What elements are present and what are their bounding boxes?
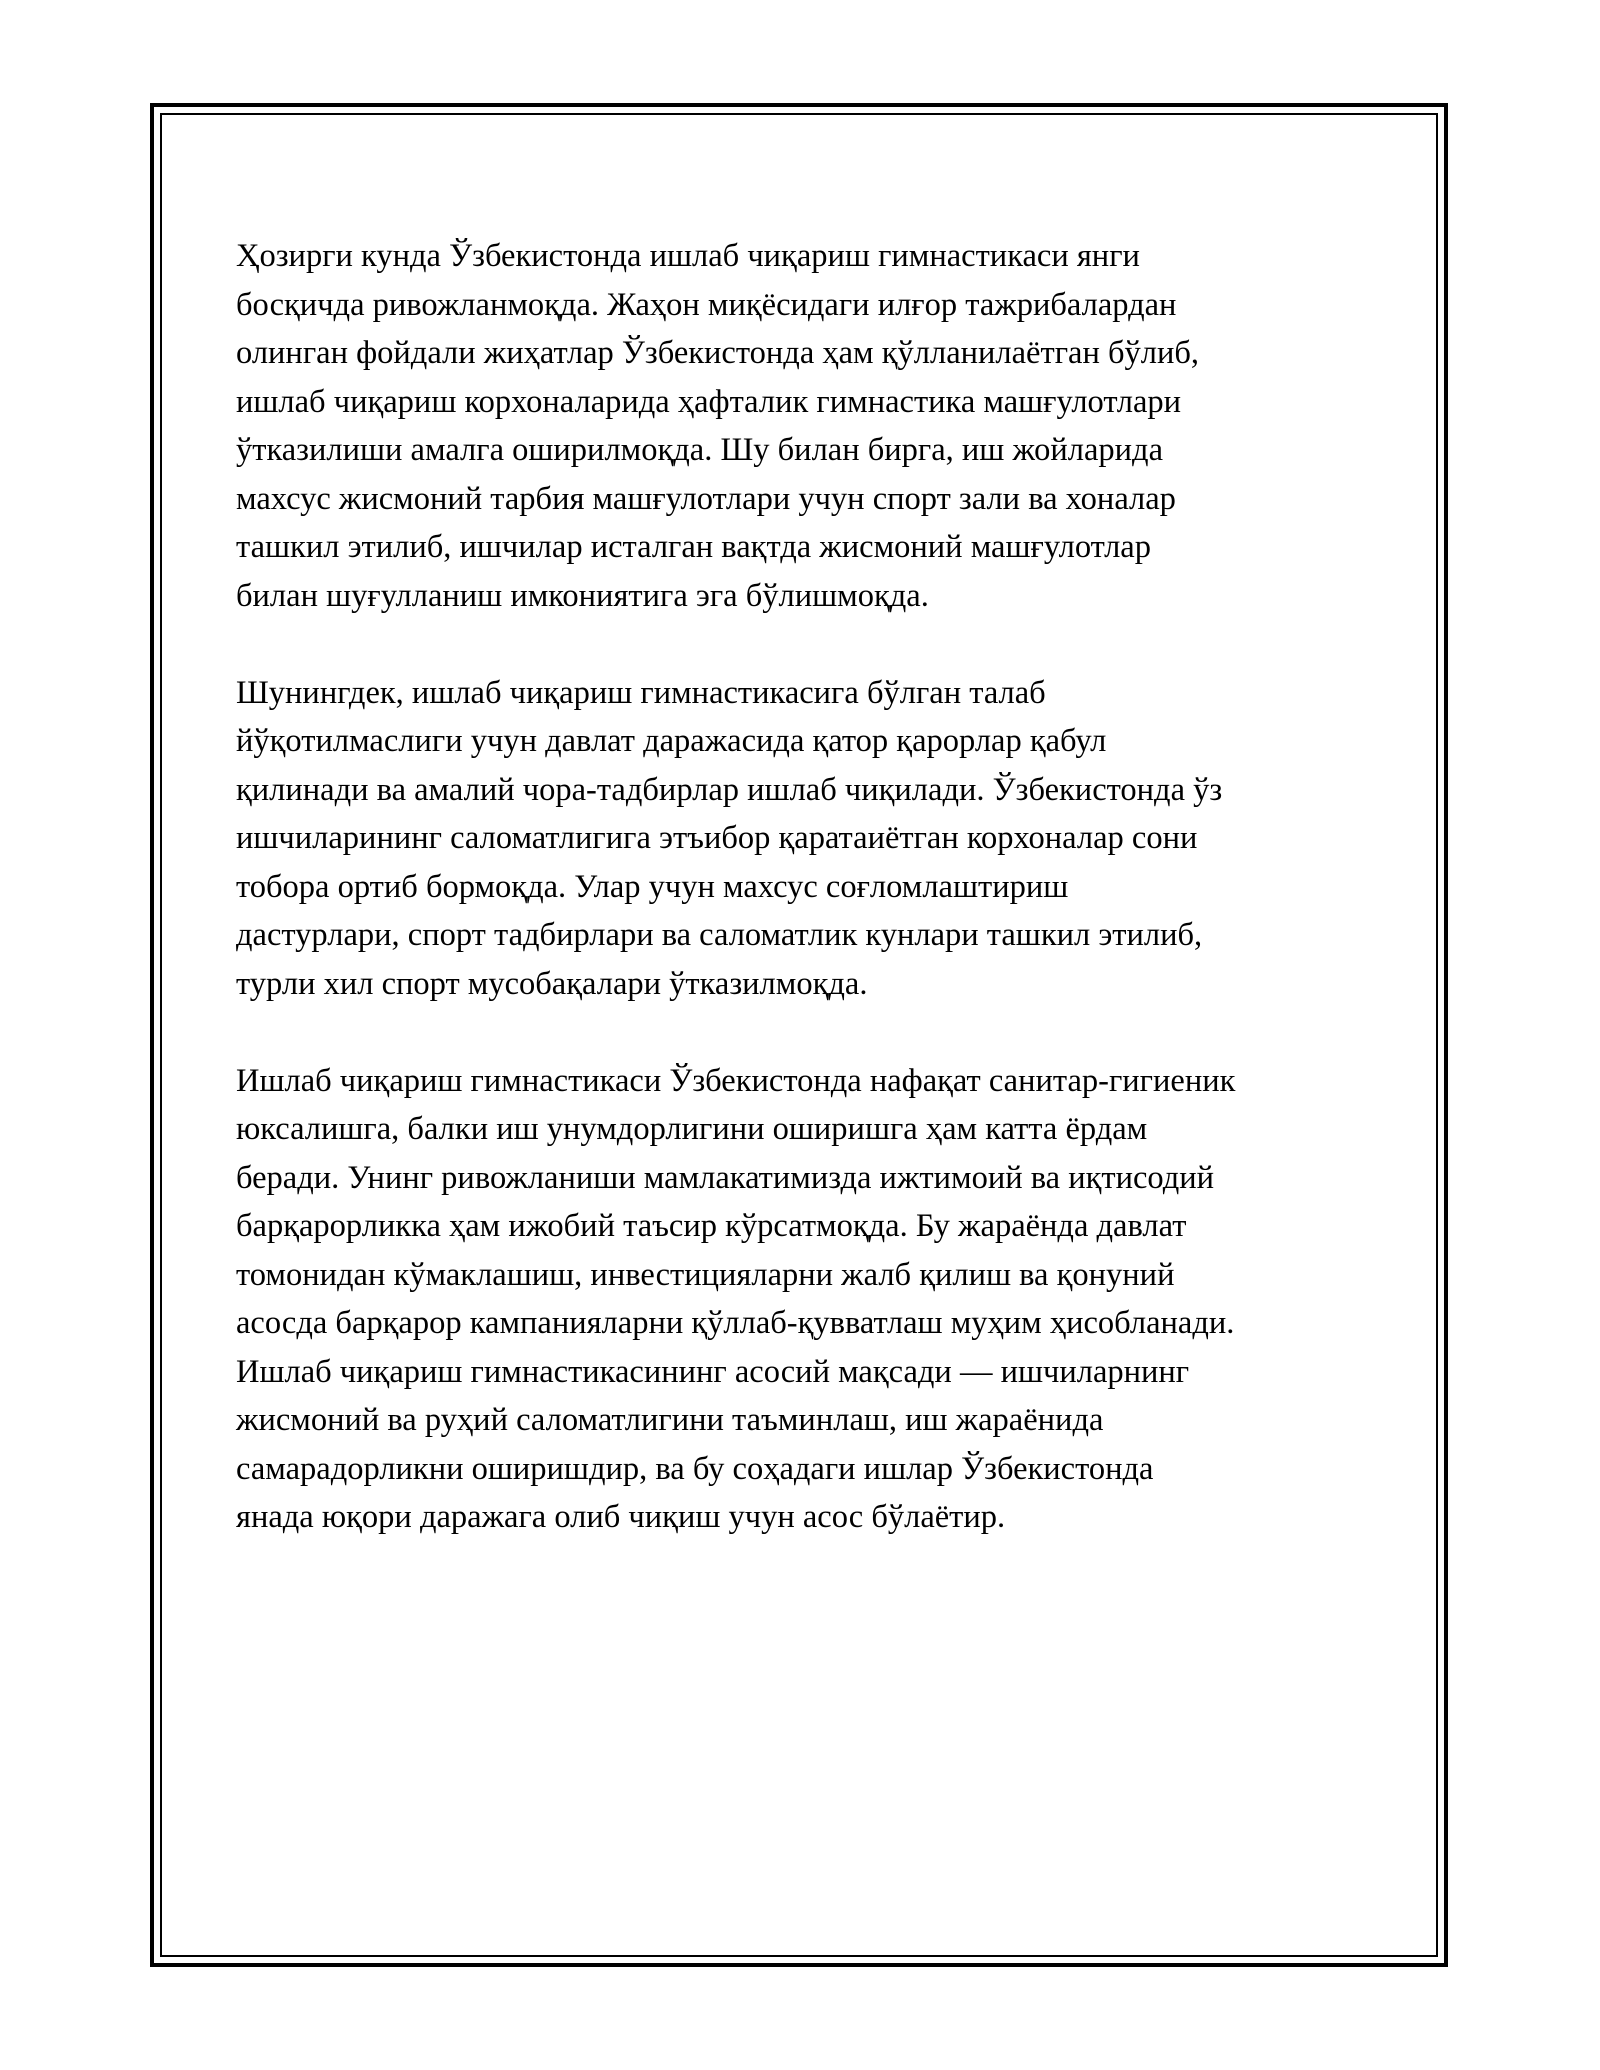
document-body	[236, 232, 1376, 1542]
paragraph-2: Шунингдек, ишлаб чиқариш гимнастикасига бўлган талаб йўқотилмаслиги учун давлат даражасида қатор қарорлар қабул қилинади ва амалий чора-тадбирлар ишлаб чиқилади. Ўзбекистонда ўз ишчиларининг саломатлигига этъибор қаратаиётган корхоналар сони тобора ортиб бормоқда. Улар учун махсус соғломлаштириш дастурлари, спорт тадбирлари ва саломатлик кунлари ташкил этилиб, турли хил спорт мусобақалари ўтказилмоқда.	[236, 674, 1223, 1002]
paragraph-1: Ҳозирги кунда Ўзбекистонда ишлаб чиқариш гимнастикаси янги босқичда ривожланмоқда. Жаҳон миқёсидаги илғор тажрибалардан олинган фойдали жиҳатлар Ўзбекистонда ҳам қўлланилаётган бўлиб, ишлаб чиқариш корхоналарида ҳафталик гимнастика машғулотлари ўтказилиши амалга оширилмоқда. Шу билан бирга, иш жойларида махсус жисмоний тарбия машғулотлари учун спорт зали ва хоналар ташкил этилиб, ишчилар исталган вақтда жисмоний машғулотлар билан шуғулланиш имкониятига эга бўлишмоқда.	[236, 238, 1200, 614]
paragraph-3: Ишлаб чиқариш гимнастикаси Ўзбекистонда нафақат санитар-гигиеник юксалишга, балки иш унумдорлигини оширишга ҳам катта ёрдам беради. Унинг ривожланиши мамлакатимизда ижтимоий ва иқтисодий барқарорликка ҳам ижобий таъсир кўрсатмоқда. Бу жараёнда давлат томонидан кўмаклашиш, инвестицияларни жалб қилиш ва қонуний асосда барқарор кампанияларни қўллаб-қувватлаш муҳим ҳисобланади. Ишлаб чиқариш гимнастикасининг асосий мақсади — ишчиларнинг жисмоний ва руҳий саломатлигини таъминлаш, иш жараёнида самарадорликни оширишдир, ва бу соҳадаги ишлар Ўзбекистонда янада юқори даражага олиб чиқиш учун асос бўлаётир.	[236, 1062, 1236, 1535]
